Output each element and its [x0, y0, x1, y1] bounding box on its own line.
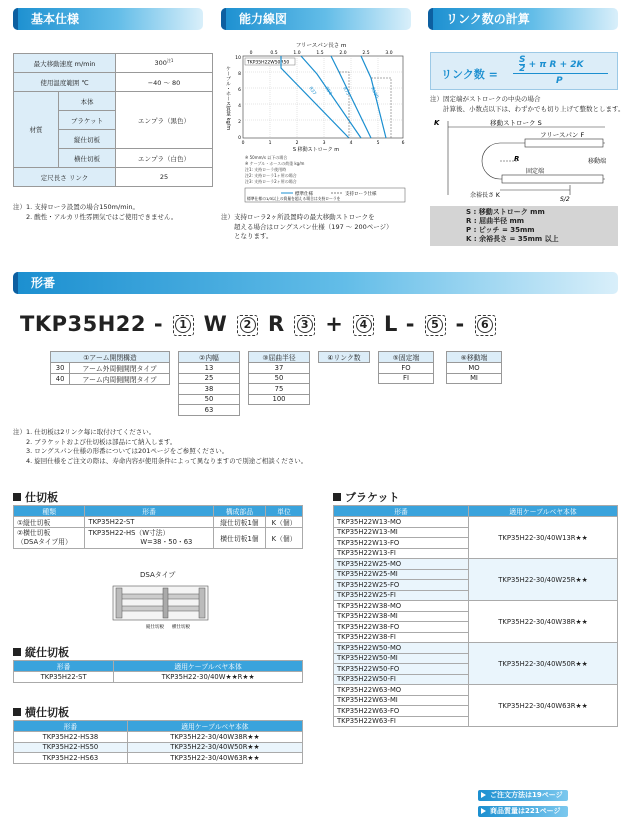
symbol-legend: S : 移動ストローク mm R : 屈曲半径 mm P : ピッチ = 35mm K : 余裕長さ = 35mm 以上	[430, 206, 618, 246]
link-diagram	[430, 115, 620, 205]
svg-text:注3: 支持ローラ2ヶ所の場合: 注3: 支持ローラ2ヶ所の場合	[245, 179, 297, 184]
bracket-part: TKP35H22W50-MI	[334, 653, 469, 664]
bracket-body: TKP35H22-30/40W25R★★	[469, 559, 618, 601]
model-slot-6: 6	[475, 315, 496, 336]
diagram-margin: 余裕長さ K	[470, 192, 500, 199]
svg-text:0: 0	[238, 136, 241, 141]
spec-part-horiz: 横仕切板	[59, 149, 116, 168]
graph-top-ticks	[250, 50, 393, 56]
curve-label-r50: R50	[323, 86, 333, 97]
section-model: 形番	[13, 272, 618, 294]
svg-text:1.0: 1.0	[293, 51, 301, 56]
bracket-part: TKP35H22W25-MI	[334, 569, 469, 580]
svg-text:R: R	[514, 155, 520, 163]
diagram-moving: 移動端	[588, 158, 607, 165]
option-radius: ③屈曲半径 37 50 75 100	[248, 351, 310, 405]
svg-text:1: 1	[268, 141, 272, 146]
model-slot-5: 5	[425, 315, 446, 336]
svg-text:注1: 支持ローラ使用時: 注1: 支持ローラ使用時	[245, 167, 287, 172]
weight-link[interactable]: 商品質量は221ページ	[478, 806, 568, 817]
bracket-part: TKP35H22W63-MI	[334, 695, 469, 706]
bracket-part: TKP35H22W50-MO	[334, 643, 469, 654]
partition-table: 種類 形番 構成部品 単位 ①縦仕切板 TKP35H22-ST 縦仕切板1個 K（個） ②横仕切板 （DSAタイプ用） TKP35H22-HS（W寸法） W=38・50・63 横仕切板1個 K（個）	[13, 505, 303, 549]
spec-material-black: エンプラ（黒色）	[116, 92, 213, 149]
vert-title: 縦仕切板	[13, 644, 69, 660]
spec-material-white: エンプラ（白色）	[116, 149, 213, 168]
svg-text:2.0: 2.0	[339, 51, 347, 56]
diagram-stroke: 移動ストローク S	[490, 119, 542, 127]
spec-part-vert: 縦仕切板	[59, 130, 116, 149]
model-slot-2: 2	[237, 315, 258, 336]
bracket-part: TKP35H22W63-MO	[334, 685, 469, 696]
bracket-part: TKP35H22W13-FO	[334, 538, 469, 549]
bracket-row	[334, 517, 618, 528]
graph-ylabel: ケーブル・ホース質量 kg/m	[225, 66, 231, 131]
svg-text:4: 4	[238, 104, 241, 109]
formula-numerator: $\frac{S}{2} + \pi$ R + 2K	[519, 55, 584, 74]
horiz-table: 形番 適用ケーブルベヤ本体 TKP35H22-HS38 TKP35H22-30/40W38R★★ TKP35H22-HS50 TKP35H22-30/40W50R★★ TKP35H22-HS63 TKP35H22-30/40W63R★★	[13, 720, 303, 764]
diagram-s2: S/2	[560, 196, 570, 203]
svg-text:K: K	[434, 119, 440, 127]
svg-text:※ 50mm/s 以下の場合: ※ 50mm/s 以下の場合	[245, 155, 288, 160]
bracket-row	[334, 643, 618, 654]
bracket-part: TKP35H22W50-FI	[334, 674, 469, 685]
svg-text:10: 10	[235, 56, 241, 61]
spec-fixed-label: 定尺長さ リンク	[14, 168, 116, 187]
dsa-diagram	[108, 582, 213, 632]
svg-text:注2: 支持ローラ1ヶ所の場合: 注2: 支持ローラ1ヶ所の場合	[245, 173, 297, 178]
spec-speed-label: 最大移動速度 m/min	[14, 54, 116, 73]
svg-text:6: 6	[401, 141, 405, 146]
bracket-part: TKP35H22W38-FI	[334, 632, 469, 643]
bracket-part: TKP35H22W38-MI	[334, 611, 469, 622]
model-slot-3: 3	[294, 315, 315, 336]
curve-label-r75: R75	[341, 86, 351, 97]
svg-text:3.0: 3.0	[385, 51, 393, 56]
bracket-part: TKP35H22W13-MI	[334, 527, 469, 538]
legend-roller: 支持ローラ仕様	[345, 192, 377, 197]
svg-text:2: 2	[295, 141, 299, 146]
bracket-row	[334, 685, 618, 696]
bracket-row	[334, 559, 618, 570]
order-link[interactable]: ご注文方法は19ページ	[478, 790, 568, 801]
vert-table: 形番 適用ケーブルベヤ本体 TKP35H22-ST TKP35H22-30/40W★★R★★	[13, 660, 303, 683]
graph-notes: 注）支持ローラ2ヶ所設置時の最大移動ストロークを 超える場合はロングスパン仕様（197 〜 200ページ） となります。	[221, 213, 393, 240]
bracket-row	[334, 601, 618, 612]
section-capacity: 能力線図	[221, 8, 411, 30]
formula-denominator: P	[556, 76, 563, 86]
bracket-body: TKP35H22-30/40W63R★★	[469, 685, 618, 727]
bracket-part: TKP35H22W13-FI	[334, 548, 469, 559]
option-fixed-end: ⑤固定端 FO FI	[378, 351, 434, 384]
svg-text:4: 4	[349, 141, 353, 146]
bracket-part: TKP35H22W38-MO	[334, 601, 469, 612]
curve-label-r37: R37	[307, 86, 317, 97]
graph-legend-lines	[245, 154, 305, 184]
model-number: TKP35H22 - 1 W 2 R 3 + 4 L - 5 - 6	[20, 312, 498, 336]
option-links: ④リンク数	[318, 351, 370, 363]
bracket-body: TKP35H22-30/40W50R★★	[469, 643, 618, 685]
bracket-part: TKP35H22W63-FO	[334, 706, 469, 717]
section-spec: 基本仕様	[13, 8, 203, 30]
spec-notes: 注）1. 支持ローラ設置の場合150m/min。 2. 酸性・アルカリ性雰囲気ではご使用できません。	[13, 203, 178, 221]
spec-fixed-value: 25	[116, 168, 213, 187]
graph-xlabel: S 移動ストローク m	[292, 147, 340, 153]
bracket-table: 形番 適用ケーブルベヤ本体 TKP35H22W13-MO TKP35H22-30/40W13R★★ TKP35H22W13-MI TKP35H22W13-FO TKP35H22W13-FI TKP35H22W25-MO TKP35H22-30/40W25R★★ TKP35H22W25-MI TKP35H22W25-FO TKP35H22W25-FI TKP35H22W38-MO TKP35H22-30/40W38R★★ TKP35H22W38-MI TKP35H22W38-FO TKP35H22W38-FI TKP35H22W50-MO TKP35H22-30/40W50R★★ TKP35H22W50-MI TKP35H22W50-FO TKP35H22W50-FI TKP35H22W63-MO TKP35H22-30/40W63R★★ TKP35H22W63-MI TKP35H22W63-FO TKP35H22W63-FI	[333, 505, 618, 727]
svg-text:0: 0	[249, 51, 253, 56]
spec-part-body: 本体	[59, 92, 116, 111]
graph-top-label: フリースパン長さ m	[295, 43, 347, 49]
svg-text:0.5: 0.5	[270, 51, 278, 56]
svg-text:横仕切板: 横仕切板	[172, 625, 190, 630]
link-formula: リンク数 = $\frac{S}{2} + \pi$ R + 2K P	[430, 52, 618, 90]
bracket-body: TKP35H22-30/40W38R★★	[469, 601, 618, 643]
spec-speed-value: 300$^{注1}$	[116, 54, 213, 73]
svg-text:縦仕切板: 縦仕切板	[146, 625, 164, 630]
spec-table	[13, 53, 213, 187]
bracket-body: TKP35H22-30/40W13R★★	[469, 517, 618, 559]
bracket-part: TKP35H22W25-MO	[334, 559, 469, 570]
option-arm: ①アーム開閉構造 30 アーム外周側開閉タイプ 40 アーム内周側開閉タイプ	[50, 351, 170, 385]
spec-part-bracket: ブラケット	[59, 111, 116, 130]
formula-notes: 注）固定端がストロークの中央の場合 計算後、小数点以下は、わずかでも切り上げて整数とします。	[430, 95, 625, 113]
graph-model-tag: TKP35H22W50R50	[247, 60, 290, 66]
legend-sub: 標準仕様の1/3以上の質量を超える場合は支持ローラを	[247, 196, 341, 201]
svg-text:0: 0	[241, 141, 245, 146]
diagram-free-span: フリースパン F	[540, 131, 585, 139]
diagram-fixed: 固定端	[526, 168, 545, 175]
svg-text:1.5: 1.5	[316, 51, 324, 56]
svg-text:2.5: 2.5	[362, 51, 370, 56]
bracket-part: TKP35H22W25-FI	[334, 590, 469, 601]
legend-standard: 標準仕様	[295, 192, 313, 197]
spec-material-label: 材質	[14, 92, 59, 168]
capacity-graph	[221, 38, 416, 238]
spec-temp-value: −40 〜 80	[116, 73, 213, 92]
svg-text:2: 2	[238, 120, 241, 125]
svg-text:5: 5	[376, 141, 380, 146]
section-links: リンク数の計算	[428, 8, 618, 30]
curve-label-r100: R100	[369, 86, 379, 100]
partition-title: 仕切板	[13, 489, 58, 505]
model-notes: 注）1. 仕切板は2リンク毎に取付けてください。 2. ブラケットおよび仕切板は部品にて納入します。 3. ロングスパン仕様の形番については201ページをご参照ください。 4. 旋回仕様をご注文の際は、寿命内容が使用条件によって異なりますので別途ご相談ください。	[13, 428, 308, 465]
bracket-part: TKP35H22W63-FI	[334, 716, 469, 727]
bracket-part: TKP35H22W25-FO	[334, 580, 469, 591]
svg-text:8: 8	[238, 72, 241, 77]
model-slot-4: 4	[353, 315, 374, 336]
model-slot-1: 1	[173, 315, 194, 336]
horiz-title: 横仕切板	[13, 704, 69, 720]
svg-text:※ ケーブル・ホースの荷重 kg/m: ※ ケーブル・ホースの荷重 kg/m	[245, 161, 305, 166]
bracket-part: TKP35H22W50-FO	[334, 664, 469, 675]
option-moving-end: ⑥移動端 MO MI	[446, 351, 502, 384]
bracket-part: TKP35H22W13-MO	[334, 517, 469, 528]
svg-text:6: 6	[238, 88, 241, 93]
option-width: ②内幅 13 25 38 50 63	[178, 351, 240, 416]
bracket-part: TKP35H22W38-FO	[334, 622, 469, 633]
dsa-label: DSAタイプ	[140, 571, 176, 579]
svg-text:3: 3	[322, 141, 326, 146]
spec-temp-label: 使用温度範囲 ℃	[14, 73, 116, 92]
bracket-title: ブラケット	[333, 489, 399, 505]
